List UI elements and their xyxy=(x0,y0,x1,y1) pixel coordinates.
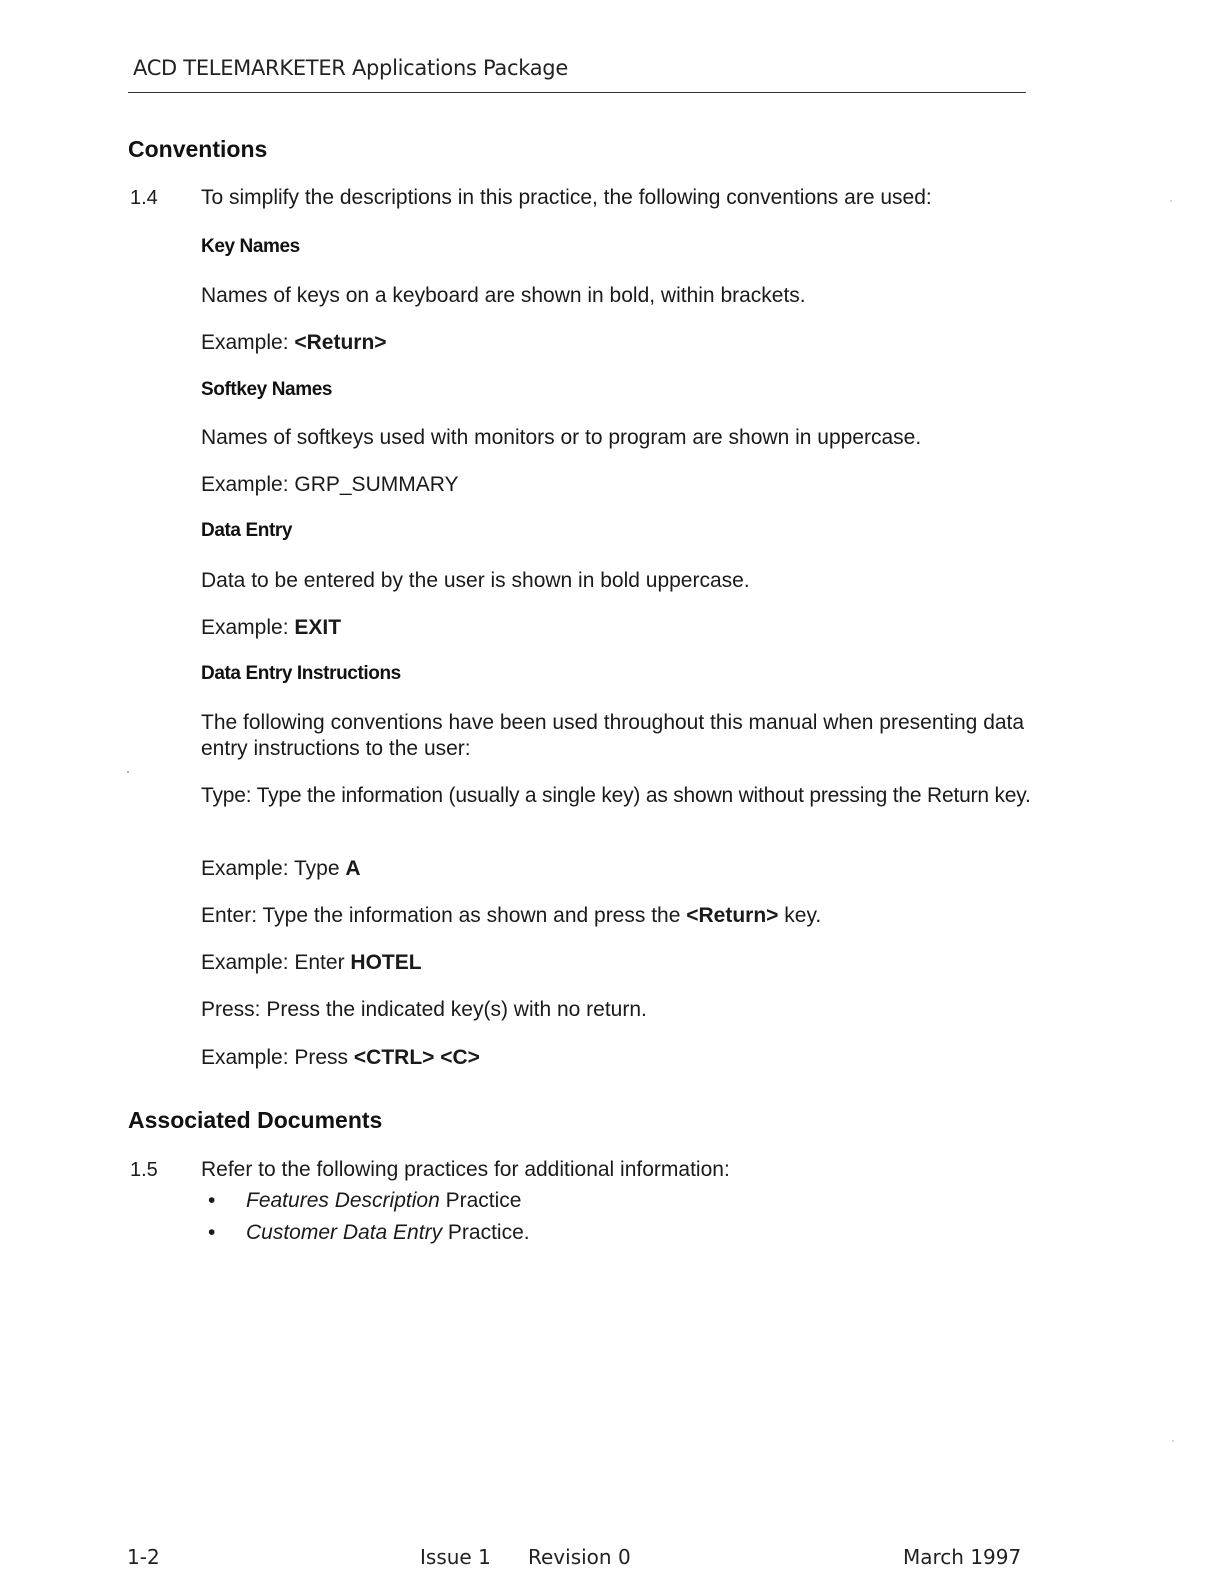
enter-suffix: key. xyxy=(778,904,822,927)
example-label: Example: Press xyxy=(201,1046,354,1069)
data-entry-text: Data to be entered by the user is shown in bold uppercase. xyxy=(201,569,750,592)
issue-label: Issue 1 xyxy=(420,1545,491,1569)
list-item xyxy=(208,1221,530,1245)
conventions-intro: To simplify the descriptions in this practice, the following conventions are used: xyxy=(201,186,932,209)
list-item xyxy=(208,1189,521,1213)
example-label: Example: Type xyxy=(201,857,346,880)
scan-speck xyxy=(1170,200,1172,202)
associated-documents-intro: Refer to the following practices for additional information: xyxy=(201,1158,730,1181)
document-suffix: Practice xyxy=(439,1189,522,1212)
enter-key: <Return> xyxy=(686,904,779,927)
scan-speck xyxy=(1172,1440,1174,1442)
example-value: EXIT xyxy=(294,616,342,639)
press-convention: Press: Press the indicated key(s) with no return. xyxy=(201,998,647,1021)
subheading-softkey-names: Softkey Names xyxy=(201,379,333,400)
section-heading-conventions: Conventions xyxy=(128,136,268,162)
scan-speck xyxy=(127,771,129,773)
example-value: A xyxy=(345,857,361,880)
bullet: • xyxy=(208,1221,216,1244)
enter-text: Enter: Type the information as shown and press the xyxy=(201,904,687,927)
press-example xyxy=(201,1045,480,1071)
key-names-example xyxy=(201,330,387,356)
document-title: Features Description xyxy=(246,1189,440,1212)
document-suffix: Practice. xyxy=(442,1221,530,1244)
data-entry-instructions-text: The following conventions have been used throughout this manual when presenting data entry instructions to the user: xyxy=(201,711,1025,760)
paragraph-number: 1.4 xyxy=(130,187,158,209)
subheading-data-entry: Data Entry xyxy=(201,520,293,541)
enter-convention xyxy=(201,903,821,929)
subheading-data-entry-instructions: Data Entry Instructions xyxy=(201,663,401,684)
data-entry-example xyxy=(201,615,341,641)
example-label: Example: xyxy=(201,616,295,639)
paragraph-number: 1.5 xyxy=(130,1159,158,1181)
example-value: <Return> xyxy=(294,331,387,354)
example-label: Example: Enter xyxy=(201,951,351,974)
revision-label: Revision 0 xyxy=(528,1545,631,1569)
softkey-names-text: Names of softkeys used with monitors or to program are shown in uppercase. xyxy=(201,426,922,449)
subheading-key-names: Key Names xyxy=(201,236,300,257)
page-number: 1-2 xyxy=(127,1545,160,1569)
running-header: ACD TELEMARKETER Applications Package xyxy=(133,56,568,80)
type-example xyxy=(201,856,361,882)
key-names-text: Names of keys on a keyboard are shown in bold, within brackets. xyxy=(201,284,806,307)
header-rule xyxy=(128,92,1026,93)
example-label: Example: xyxy=(201,331,295,354)
document-title: Customer Data Entry xyxy=(246,1221,443,1244)
example-value: <CTRL> <C> xyxy=(353,1046,480,1069)
date-label: March 1997 xyxy=(903,1545,1022,1569)
softkey-names-example: Example: GRP_SUMMARY xyxy=(201,473,459,496)
bullet: • xyxy=(208,1189,216,1212)
type-convention: Type: Type the information (usually a single key) as shown without pressing the Return key. xyxy=(201,784,1031,807)
enter-example xyxy=(201,950,422,976)
section-heading-associated-documents: Associated Documents xyxy=(128,1107,383,1133)
example-value: HOTEL xyxy=(350,951,422,974)
